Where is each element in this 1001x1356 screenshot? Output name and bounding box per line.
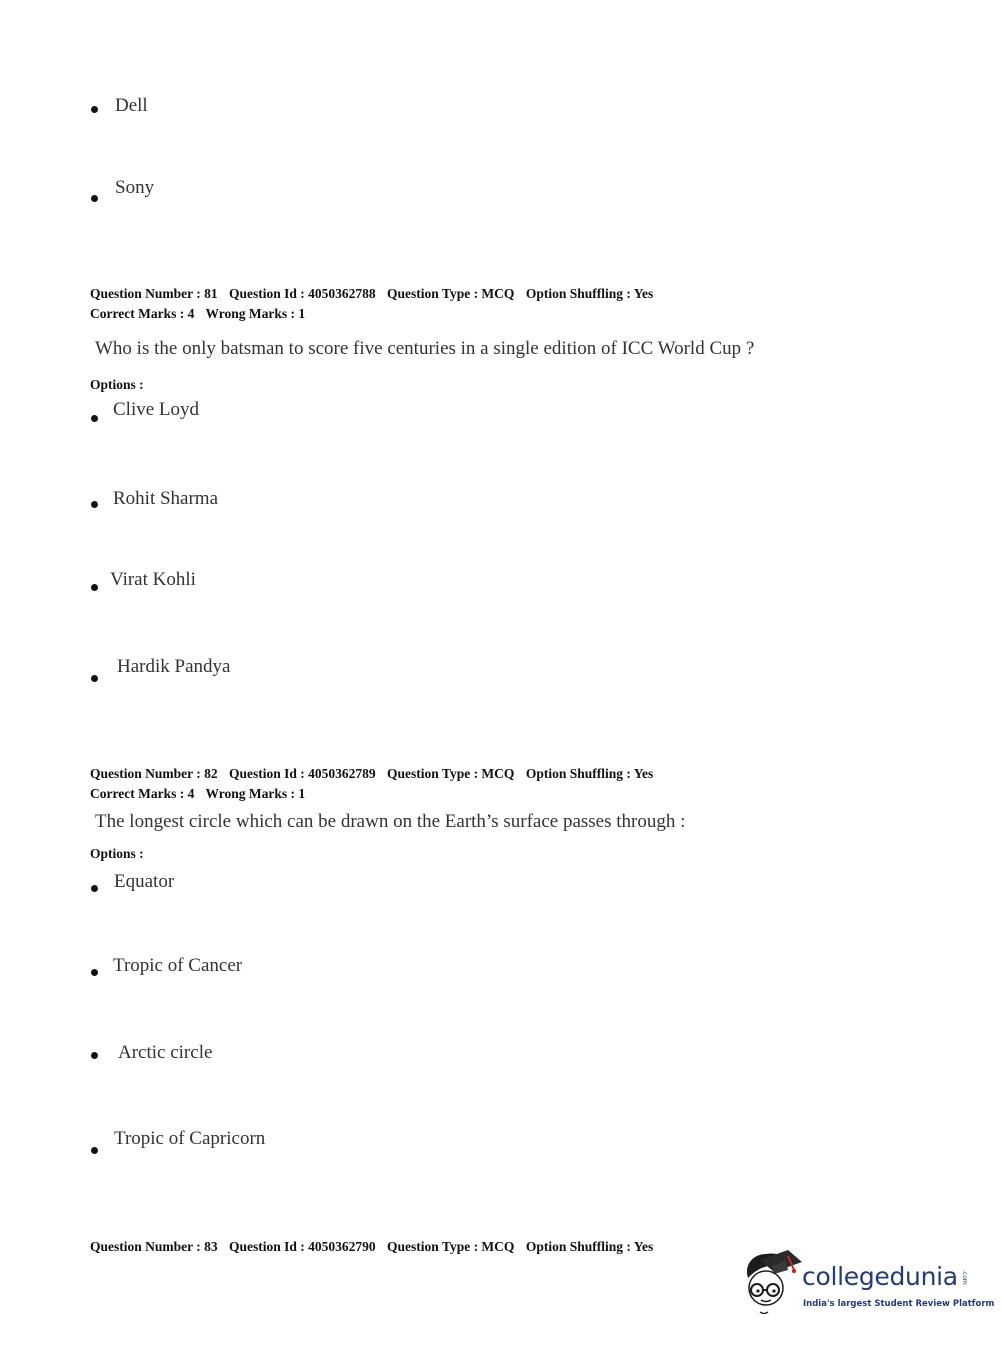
wrong-marks: Wrong Marks : 1: [205, 306, 306, 321]
option-text: Hardik Pandya: [117, 656, 231, 677]
option-text: Rohit Sharma: [113, 488, 219, 509]
bullet-icon: [91, 415, 98, 422]
option-item[interactable]: [0, 1126, 900, 1166]
question-type: Question Type : MCQ: [387, 286, 515, 301]
question-id: Question Id : 4050362788: [229, 286, 376, 301]
option-shuffling: Option Shuffling : Yes: [525, 766, 654, 781]
bullet-icon: [91, 885, 98, 892]
option-text: Tropic of Cancer: [113, 955, 243, 976]
option-item[interactable]: [0, 486, 900, 526]
question-number: Question Number : 81: [90, 286, 218, 301]
question-meta-line-2: [90, 786, 313, 802]
brand-tagline: India's largest Student Review Platform: [803, 1299, 995, 1309]
option-text: Sony: [115, 177, 155, 198]
correct-marks: Correct Marks : 4: [90, 786, 195, 801]
option-shuffling: Option Shuffling : Yes: [525, 286, 654, 301]
question-type: Question Type : MCQ: [387, 1239, 515, 1254]
option-shuffling: Option Shuffling : Yes: [525, 1239, 654, 1254]
option-text: Arctic circle: [118, 1042, 213, 1063]
bullet-icon: [91, 195, 98, 202]
option-text: Clive Loyd: [113, 399, 200, 420]
brand-domain-suffix: .com: [961, 1270, 968, 1285]
question-number: Question Number : 83: [90, 1239, 218, 1254]
question-meta-line-2: [90, 306, 313, 322]
question-id: Question Id : 4050362789: [229, 766, 376, 781]
question-meta-line-1: [90, 1239, 661, 1255]
bullet-icon: [91, 1147, 98, 1154]
option-item[interactable]: [0, 398, 900, 438]
question-id: Question Id : 4050362790: [229, 1239, 376, 1254]
option-text: Dell: [115, 95, 148, 116]
option-text: Virat Kohli: [110, 569, 196, 590]
bullet-icon: [91, 106, 98, 113]
question-number: Question Number : 82: [90, 766, 218, 781]
option-item[interactable]: [0, 869, 900, 909]
option-text: Equator: [114, 871, 175, 892]
bullet-icon: [91, 584, 98, 591]
question-meta-line-1: [90, 286, 661, 302]
option-text: Tropic of Capricorn: [114, 1128, 266, 1149]
option-item[interactable]: [0, 1040, 900, 1080]
option-item[interactable]: [0, 654, 900, 694]
option-item[interactable]: [0, 953, 900, 993]
options-label: Options :: [90, 846, 144, 861]
bullet-icon: [91, 501, 98, 508]
option-item[interactable]: [0, 567, 900, 607]
option-item[interactable]: [0, 92, 900, 132]
bullet-icon: [91, 675, 98, 682]
wrong-marks: Wrong Marks : 1: [205, 786, 306, 801]
correct-marks: Correct Marks : 4: [90, 306, 195, 321]
bullet-icon: [91, 969, 98, 976]
brand-name: collegedunia: [802, 1262, 958, 1291]
option-item[interactable]: [0, 174, 900, 214]
question-meta-line-1: [90, 766, 661, 782]
mascot-icon: [742, 1248, 802, 1314]
collegedunia-logo: [742, 1248, 995, 1318]
bullet-icon: [91, 1052, 98, 1059]
question-text: Who is the only batsman to score five centuries in a single edition of ICC World Cup ?: [95, 338, 755, 359]
options-label: Options :: [90, 377, 144, 392]
question-text: The longest circle which can be drawn on the Earth’s surface passes through :: [95, 811, 686, 832]
question-type: Question Type : MCQ: [387, 766, 515, 781]
